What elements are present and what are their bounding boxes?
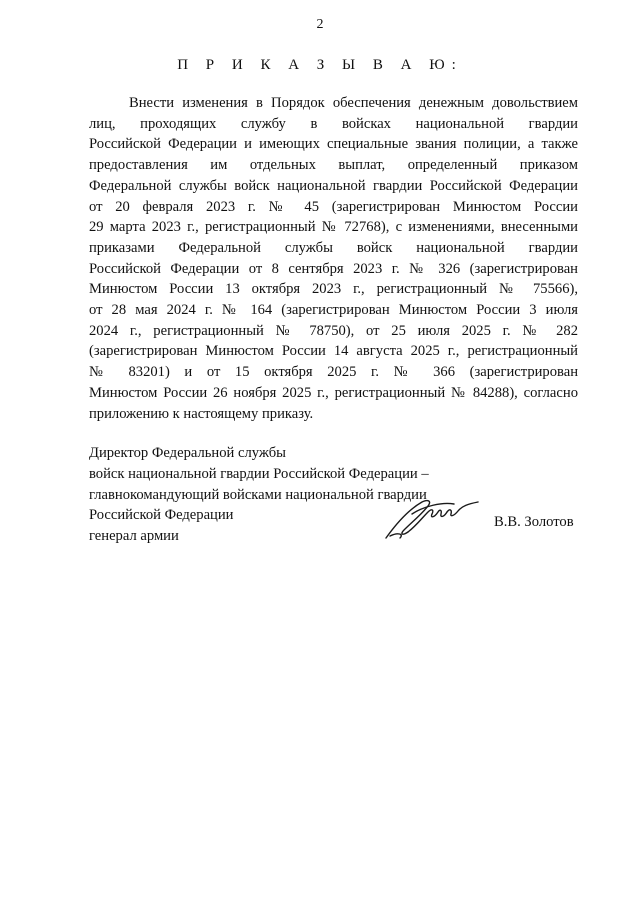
body-line: Российской Федерации и имеющих специальные звания полиции, а также — [89, 136, 578, 153]
body-line: от 28 мая 2024 г. № 164 (зарегистрирован Минюстом России 3 июля — [89, 302, 578, 319]
body-line: Российской Федерации от 8 сентября 2023 г. № 326 (зарегистрирован — [89, 260, 578, 277]
handwritten-signature — [382, 492, 482, 542]
body-line: приказами Федеральной службы войск национальной гвардии — [89, 239, 578, 256]
position-line: генерал армии — [89, 528, 179, 545]
body-line: № 83201) и от 15 октября 2025 г. № 366 (зарегистрирован — [89, 364, 578, 381]
body-line: Внести изменения в Порядок обеспечения денежным довольствием — [129, 95, 578, 111]
signer-name: В.В. Золотов — [494, 514, 574, 530]
body-line: 2024 г., регистрационный № 78750), от 25 июля 2025 г. № 282 — [89, 322, 578, 339]
page-number: 2 — [316, 17, 324, 32]
body-line: предоставления им отдельных выплат, определенный приказом — [89, 157, 578, 174]
position-line: Директор Федеральной службы — [89, 445, 286, 461]
order-heading: П Р И К А З Ы В А Ю: — [177, 57, 463, 73]
order-body — [89, 93, 578, 424]
body-line: Федеральной службы войск национальной гвардии Российской Федерации — [89, 177, 578, 194]
position-line: Российской Федерации — [89, 507, 234, 524]
body-line: от 20 февраля 2023 г. № 45 (зарегистрирован Минюстом России — [89, 198, 578, 215]
body-line: приложению к настоящему приказу. — [89, 405, 314, 422]
body-line: лиц, проходящих службу в войсках национальной гвардии — [89, 115, 578, 132]
body-line: 29 марта 2023 г., регистрационный № 72768), с изменениями, внесенными — [89, 219, 578, 236]
position-line: войск национальной гвардии Российской Федерации – — [89, 465, 429, 482]
body-line: Минюстом России 26 ноября 2025 г., регистрационный № 84288), согласно — [89, 384, 578, 401]
body-line: Минюстом России 13 октября 2023 г., регистрационный № 75566), — [89, 281, 578, 298]
body-line: (зарегистрирован Минюстом России 14 августа 2025 г., регистрационный — [89, 343, 578, 360]
position-line: главнокомандующий войсками национальной гвардии — [89, 486, 427, 503]
